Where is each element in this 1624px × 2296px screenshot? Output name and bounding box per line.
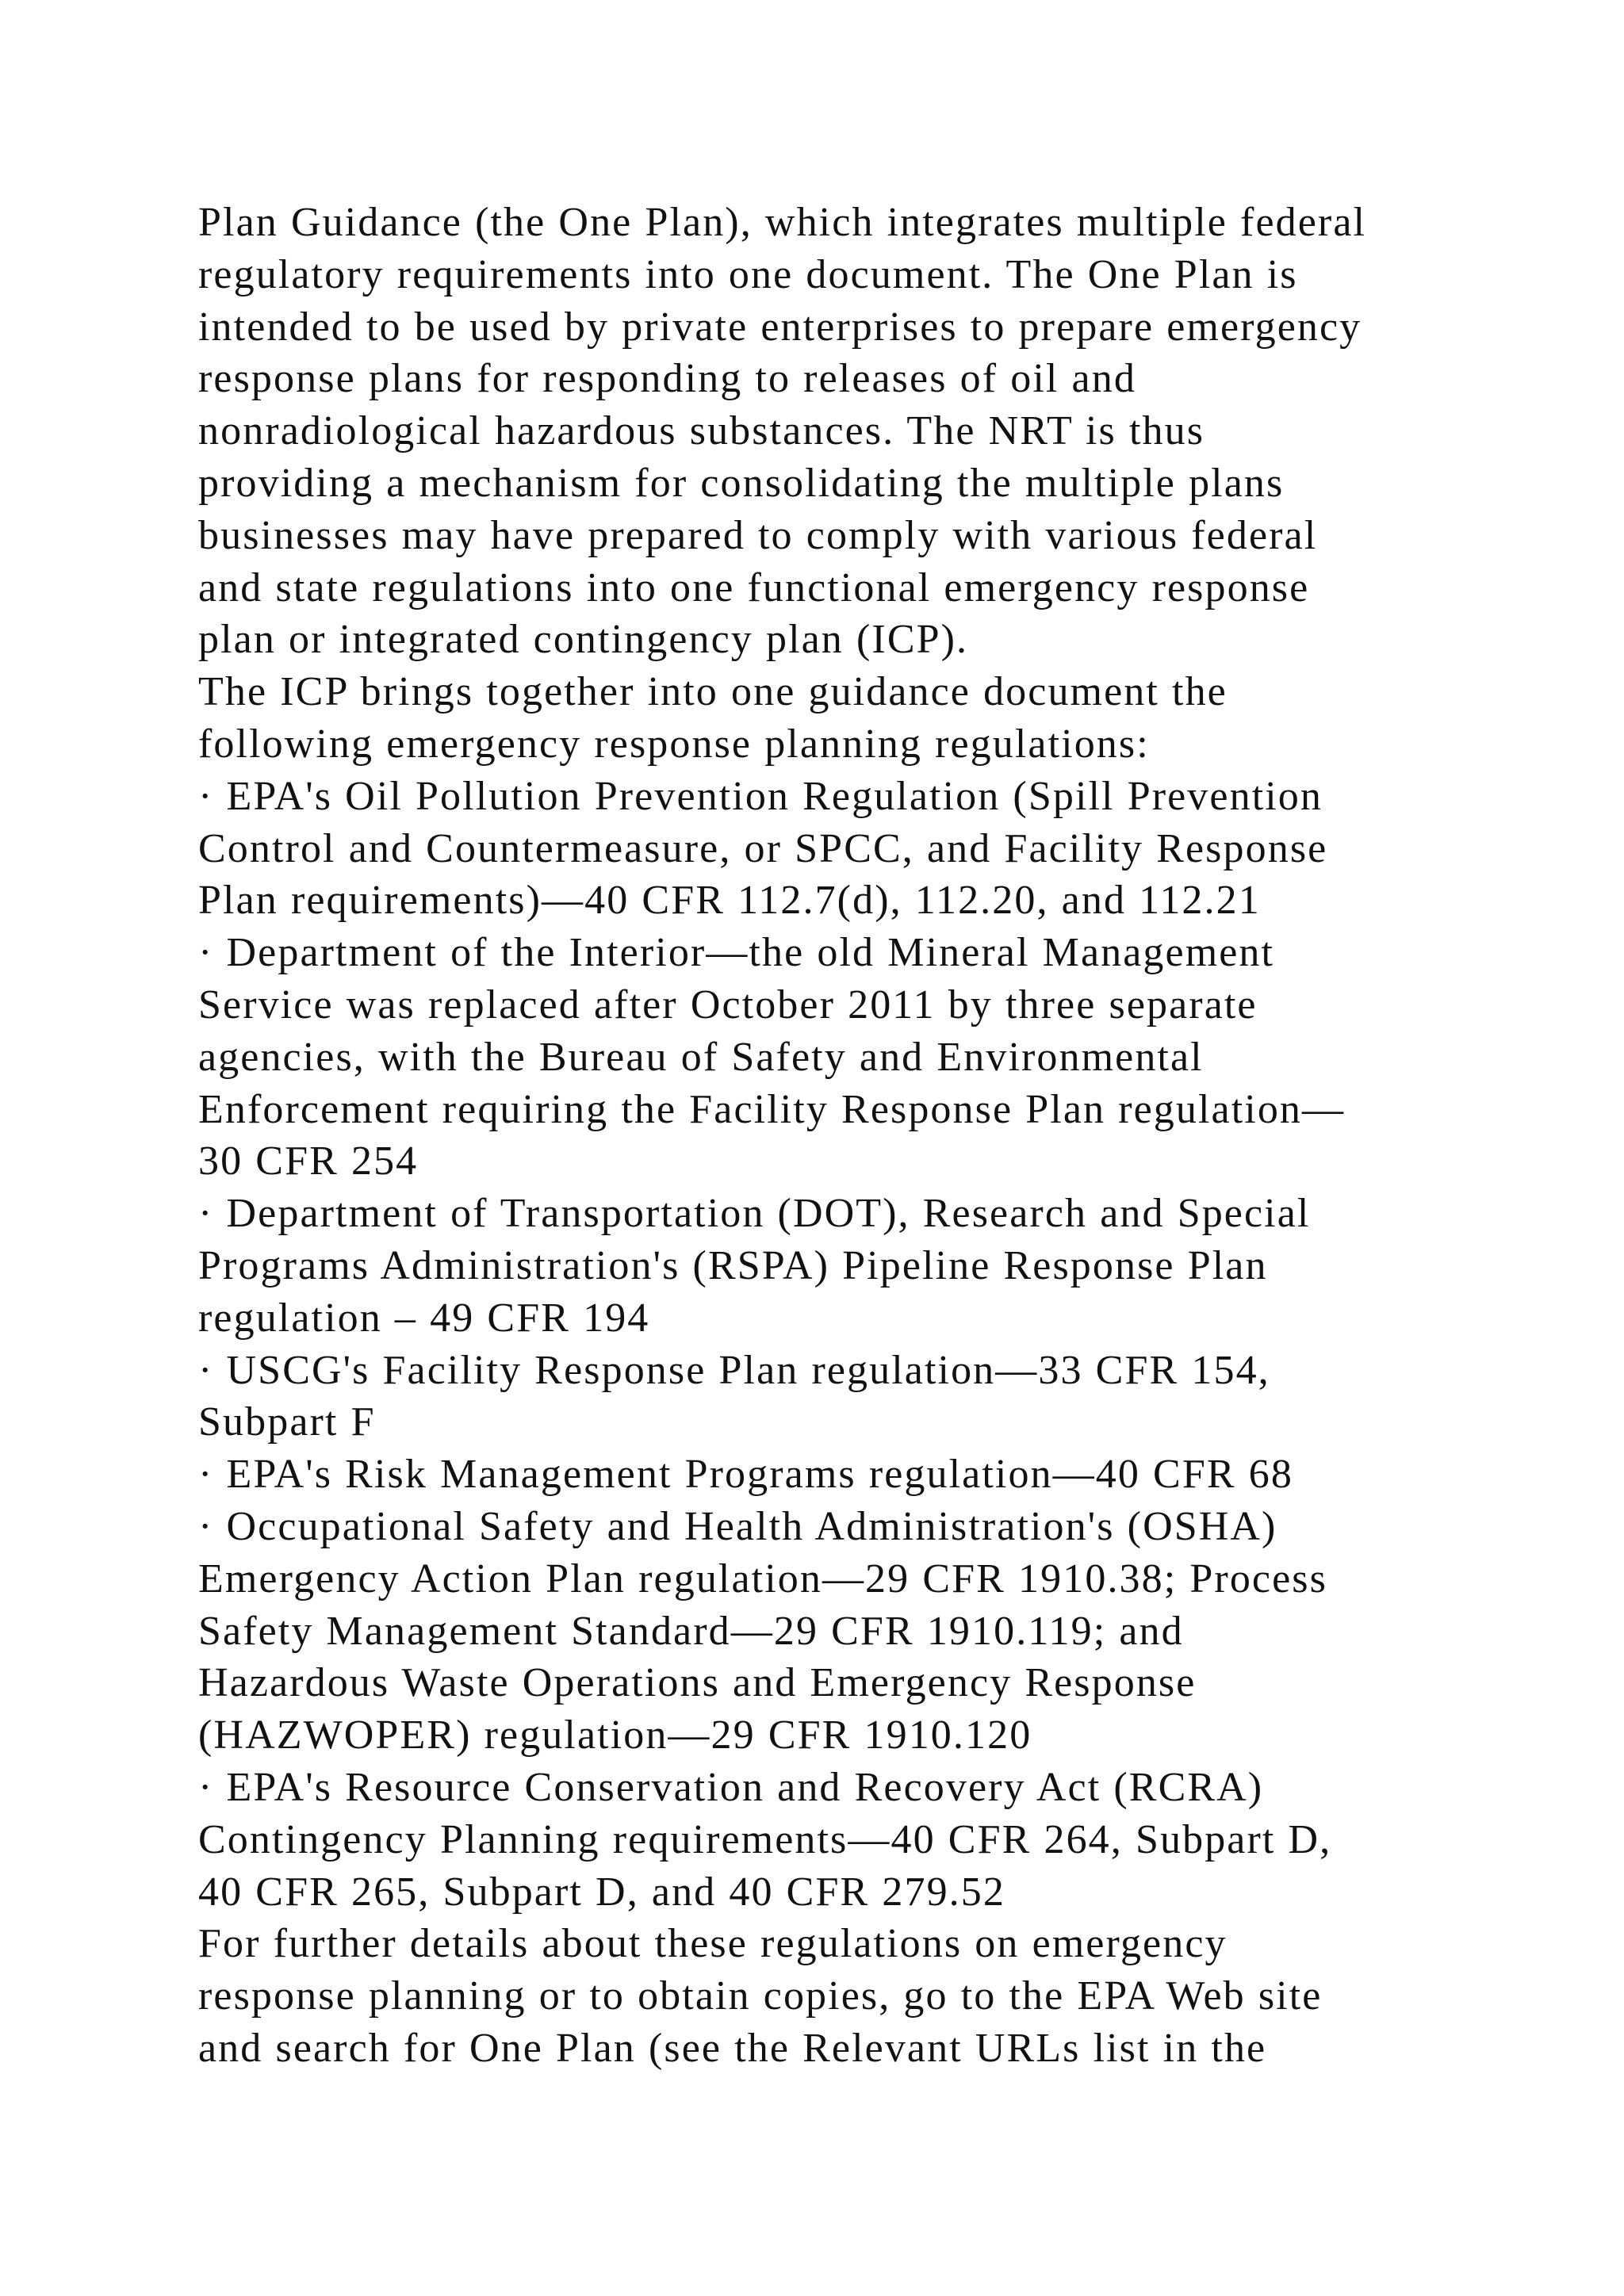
- text-line: and search for One Plan (see the Relevant URLs list in the: [198, 2025, 1267, 2071]
- text-line: response planning or to obtain copies, go to the EPA Web site: [198, 1973, 1323, 2019]
- list-item-line: · EPA's Risk Management Programs regulation—40 CFR 68: [198, 1452, 1293, 1498]
- list-item-line: regulation – 49 CFR 194: [198, 1295, 650, 1341]
- list-item-line: Hazardous Waste Operations and Emergency Response: [198, 1660, 1197, 1706]
- list-item-line: (HAZWOPER) regulation—29 CFR 1910.120: [198, 1712, 1032, 1758]
- text-line: plan or integrated contingency plan (ICP).: [198, 617, 969, 663]
- list-item-line: Emergency Action Plan regulation—29 CFR 1910.38; Process: [198, 1556, 1327, 1601]
- list-item-line: · Department of the Interior—the old Mineral Management: [198, 930, 1275, 976]
- body-text: [198, 197, 1499, 2075]
- list-item-line: · USCG's Facility Response Plan regulation—33 CFR 154,: [198, 1347, 1270, 1393]
- text-line: and state regulations into one functional emergency response: [198, 564, 1310, 610]
- list-item-line: Enforcement requiring the Facility Response Plan regulation—: [198, 1086, 1346, 1132]
- text-line: regulatory requirements into one document. The One Plan is: [198, 251, 1298, 297]
- list-item-line: Programs Administration's (RSPA) Pipeline Response Plan: [198, 1242, 1268, 1288]
- text-line: The ICP brings together into one guidance document the: [198, 669, 1228, 715]
- list-item-line: · EPA's Oil Pollution Prevention Regulation (Spill Prevention: [198, 773, 1323, 819]
- list-item-line: · EPA's Resource Conservation and Recovery Act (RCRA): [198, 1764, 1264, 1810]
- text-line: businesses may have prepared to comply with various federal: [198, 512, 1318, 558]
- list-item-line: Control and Countermeasure, or SPCC, and Facility Response: [198, 825, 1328, 871]
- text-line: Plan Guidance (the One Plan), which integrates multiple federal: [198, 200, 1367, 245]
- list-item-line: Subpart F: [198, 1399, 376, 1445]
- text-line: intended to be used by private enterprises to prepare emergency: [198, 304, 1362, 350]
- list-item-line: Plan requirements)—40 CFR 112.7(d), 112.20, and 112.21: [198, 878, 1261, 924]
- list-item-line: · Occupational Safety and Health Administration's (OSHA): [198, 1503, 1277, 1549]
- list-item-line: Service was replaced after October 2011 by three separate: [198, 982, 1258, 1027]
- list-item-line: agencies, with the Bureau of Safety and Environmental: [198, 1034, 1204, 1080]
- text-line: response plans for responding to releases of oil and: [198, 356, 1136, 402]
- list-item-line: 40 CFR 265, Subpart D, and 40 CFR 279.52: [198, 1869, 1005, 1915]
- text-line: following emergency response planning regulations:: [198, 721, 1150, 767]
- text-line: nonradiological hazardous substances. The NRT is thus: [198, 408, 1205, 454]
- list-item-line: Contingency Planning requirements—40 CFR 264, Subpart D,: [198, 1816, 1332, 1862]
- list-item-line: Safety Management Standard—29 CFR 1910.119; and: [198, 1608, 1184, 1654]
- list-item-line: 30 CFR 254: [198, 1138, 419, 1184]
- text-line: For further details about these regulations on emergency: [198, 1921, 1228, 1967]
- list-item-line: · Department of Transportation (DOT), Research and Special: [198, 1191, 1311, 1237]
- text-line: providing a mechanism for consolidating the multiple plans: [198, 460, 1285, 506]
